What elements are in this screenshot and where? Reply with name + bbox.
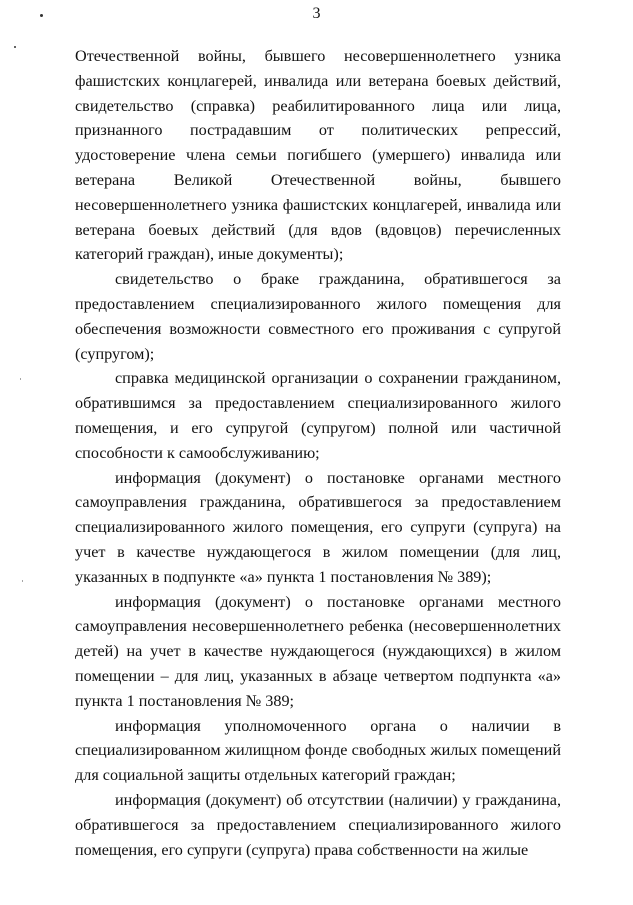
scan-speck	[22, 580, 23, 582]
paragraph-3: справка медицинской организации о сохранении гражданином, обратившимся за предоставлением специализированного жилого помещения, и его супругой (супругом) полной или частичной способности к самообслуживанию;	[75, 369, 561, 462]
paragraph-7: информация (документ) об отсутствии (наличии) у гражданина, обратившегося за предоставлением специализированного жилого помещения, его супруги (супруга) права собственности на жилые	[75, 790, 561, 859]
paragraph-2: свидетельство о браке гражданина, обратившегося за предоставлением специализированного жилого помещения для обеспечения возможности совместного его проживания с супругой (супругом);	[75, 270, 561, 363]
document-body	[75, 44, 561, 862]
scan-speck	[20, 378, 21, 380]
paragraph-5: информация (документ) о постановке органами местного самоуправления несовершеннолетнего ребенка (несовершеннолетних детей) на учет в качестве нуждающегося (нуждающихся) в жилом помещении – для лиц, указанных в абзаце четвертом подпункта «а» пункта 1 постановления № 389;	[75, 592, 561, 710]
paragraph-1: Отечественной войны, бывшего несовершеннолетнего узника фашистских концлагерей, инвалида или ветерана боевых действий, свидетельство (справка) реабилитированного лица или лица, признанного пострадавшим от политических репрессий, удостоверение члена семьи погибшего (умершего) инвалида или ветерана Великой Отечественной войны, бывшего несовершеннолетнего узника фашистских концлагерей, инвалида или ветерана боевых действий (для вдов (вдовцов) перечисленных категорий граждан), иные документы);	[75, 47, 561, 264]
page-number: 3	[312, 5, 321, 22]
scan-speck	[14, 46, 16, 48]
paragraph-4: информация (документ) о постановке органами местного самоуправления гражданина, обратившегося за предоставлением специализированного жилого помещения, его супруги (супруга) на учет в качестве нуждающегося в жилом помещении (для лиц, указанных в подпункте «а» пункта 1 постановления № 389);	[75, 468, 561, 586]
paragraph-6: информация уполномоченного органа о наличии в специализированном жилищном фонде свободных жилых помещений для социальной защиты отдельных категорий граждан;	[75, 716, 561, 785]
